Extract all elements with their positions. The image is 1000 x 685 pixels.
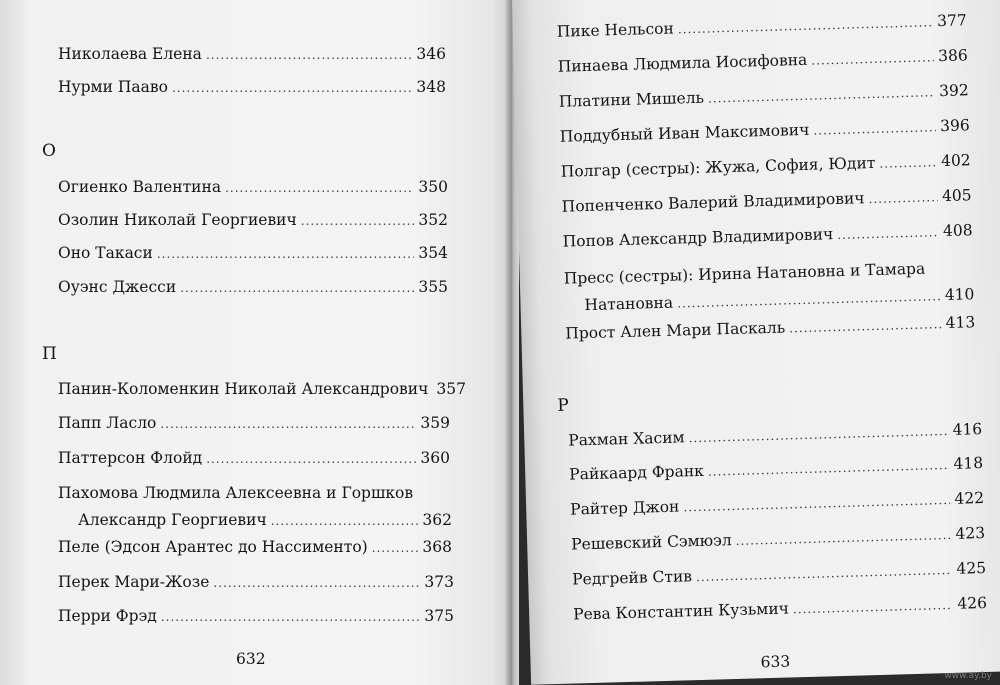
section-letter: Р (557, 395, 570, 416)
index-entry (58, 278, 448, 297)
entry-name: Нурми Пааво (58, 78, 168, 96)
entry-page: 405 (941, 186, 972, 206)
entry-page: 408 (942, 221, 973, 241)
watermark-text: www.ay.by (944, 671, 992, 681)
leader-dots (735, 526, 951, 550)
entry-page: 368 (422, 538, 452, 556)
section-letter: О (42, 141, 56, 161)
entry-page: 426 (957, 593, 988, 613)
entry-page: 423 (955, 524, 986, 543)
leader-dots (688, 422, 948, 447)
entry-page: 354 (418, 244, 448, 262)
entry-name: Рахман Хасим (568, 428, 685, 450)
leader-dots (811, 48, 934, 69)
entry-name: Прост Ален Мари Паскаль (565, 318, 786, 343)
entry-name: Пинаева Людмила Иосифовна (557, 50, 808, 76)
index-entry (560, 116, 970, 146)
entry-name: Оуэнс Джесси (58, 278, 177, 296)
index-entry (58, 211, 448, 230)
entry-page: 352 (418, 211, 448, 229)
index-entry (58, 380, 466, 399)
leader-dots (206, 46, 412, 64)
entry-page: 348 (416, 78, 446, 96)
index-entry (562, 186, 972, 216)
index-entry-multiline (58, 484, 452, 530)
entry-page: 362 (422, 511, 452, 529)
leader-dots (868, 188, 938, 208)
leader-dots (225, 179, 414, 197)
leader-dots (160, 415, 416, 433)
entry-name-line1: Пахомова Людмила Алексеевна и Горшков (58, 484, 414, 502)
entry-name-line2: Александр Георгиевич (78, 511, 267, 529)
index-entry (557, 11, 967, 41)
index-entry (58, 244, 448, 263)
entry-page: 375 (424, 607, 454, 625)
index-entry (561, 151, 971, 181)
entry-page: 373 (424, 573, 454, 591)
entry-page: 425 (956, 558, 987, 578)
entry-name: Паттерсон Флойд (58, 449, 203, 467)
leader-dots (678, 13, 934, 38)
entry-name: Платини Мишель (558, 88, 705, 111)
index-entry (58, 538, 452, 557)
leader-dots (879, 153, 937, 173)
entry-name: Перри Фрэд (58, 607, 157, 625)
leader-dots (696, 561, 953, 586)
leader-dots (161, 608, 421, 626)
leader-dots (172, 79, 412, 97)
entry-name-line2: Натановна (584, 293, 674, 315)
index-entry (58, 607, 454, 626)
entry-page: 377 (936, 11, 967, 31)
index-entry (58, 178, 448, 197)
leader-dots (157, 245, 415, 263)
index-entry-multiline (564, 258, 975, 315)
entry-name: Попенченко Валерий Владимирович (561, 189, 865, 216)
entry-page: 396 (939, 116, 970, 136)
entry-name: Попов Александр Владимирович (562, 225, 834, 251)
index-entry (559, 81, 969, 111)
index-entry (571, 524, 985, 555)
leader-dots (271, 512, 419, 530)
index-entry (565, 313, 975, 343)
index-entry (570, 489, 984, 520)
entry-name: Райтер Джон (569, 497, 680, 519)
index-entry (58, 45, 446, 64)
entry-page: 359 (420, 414, 450, 432)
entry-name-line1: Пресс (сестры): Ирина Натановна и Тамара (563, 259, 926, 288)
leader-dots (206, 450, 416, 468)
leader-dots (813, 118, 936, 139)
index-entry (58, 78, 446, 97)
page-number: 632 (236, 650, 266, 668)
entry-page: 413 (945, 313, 976, 333)
index-entry (563, 221, 973, 251)
entry-page: 357 (436, 380, 466, 398)
leader-dots (677, 287, 941, 312)
entry-name: Панин-Коломенкин Николай Александрович (58, 380, 429, 398)
entry-page: 360 (420, 449, 450, 467)
index-entry (572, 559, 986, 590)
entry-name: Пеле (Эдсон Арантес до Нассименто) (58, 538, 368, 556)
entry-page: 422 (954, 489, 985, 508)
entry-page: 346 (416, 45, 446, 63)
index-entry (568, 420, 982, 451)
entry-name: Полгар (сестры): Жужа, София, Юдит (560, 153, 876, 181)
leader-dots (213, 574, 420, 592)
entry-page: 402 (940, 151, 971, 171)
entry-page: 410 (944, 285, 975, 305)
leader-dots (180, 279, 414, 297)
entry-name: Поддубный Иван Максимович (559, 120, 810, 146)
entry-page: 416 (952, 420, 983, 439)
section-letter: П (42, 344, 57, 364)
entry-name: Редгрейв Стив (571, 567, 693, 589)
leader-dots (837, 223, 939, 244)
index-entry (58, 573, 454, 592)
entry-name: Оно Такаси (58, 244, 153, 262)
index-entry (58, 414, 450, 433)
leader-dots (708, 83, 936, 107)
entry-page: 392 (938, 81, 969, 101)
leader-dots (372, 539, 419, 557)
entry-page: 350 (418, 178, 448, 196)
leader-dots (301, 212, 415, 230)
page-number: 633 (760, 652, 791, 672)
leader-dots (683, 491, 951, 516)
entry-name: Перек Мари-Жозе (58, 573, 210, 591)
right-page (512, 0, 1000, 685)
index-entry (58, 449, 450, 468)
entry-name: Пике Нельсон (556, 19, 675, 41)
entry-name: Решевский Сэмюэл (570, 531, 732, 554)
leader-dots (789, 315, 942, 337)
entry-name: Райкаард Франк (569, 461, 705, 484)
entry-name: Папп Ласло (58, 414, 157, 432)
index-entry (569, 454, 983, 485)
index-entry (573, 594, 987, 625)
entry-page: 418 (953, 454, 984, 473)
index-entry (558, 46, 968, 76)
entry-page: 355 (418, 278, 448, 296)
entry-name: Озолин Николай Георгиевич (58, 211, 297, 229)
entry-name: Огиенко Валентина (58, 178, 222, 196)
leader-dots (793, 596, 954, 618)
entry-page: 386 (937, 46, 968, 66)
entry-name: Рева Константин Кузьмич (572, 599, 790, 624)
entry-name: Николаева Елена (58, 45, 202, 63)
leader-dots (708, 456, 950, 481)
